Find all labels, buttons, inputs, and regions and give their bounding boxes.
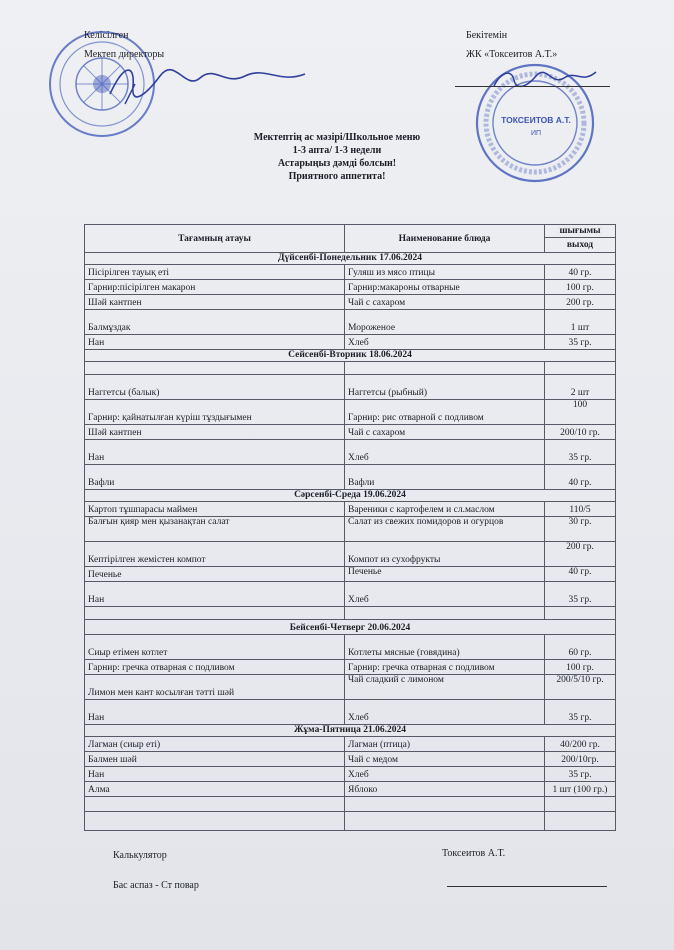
dish-ru: Лагман (птица) [345, 737, 545, 752]
dish-kz: Балмұздак [85, 310, 345, 335]
dish-yield: 35 гр. [545, 440, 616, 465]
dish-yield [545, 797, 616, 812]
dish-kz: Лимон мен кант косылған тәтті шәй [85, 675, 345, 700]
dish-ru: Наггетсы (рыбный) [345, 375, 545, 400]
stamp-name: ТОКСЕИТОВ А.Т. [501, 115, 571, 125]
day-title: Сейсенбі-Вторник 18.06.2024 [85, 350, 616, 362]
day-row-tuesday [85, 350, 616, 362]
dish-yield: 40/200 гр. [545, 737, 616, 752]
table-row [85, 607, 616, 620]
table-row [85, 310, 616, 335]
dish-yield: 35 гр. [545, 582, 616, 607]
school-director-label: Мектеп директоры [84, 49, 165, 60]
table-row [85, 675, 616, 700]
dish-yield: 200 гр. [545, 542, 616, 567]
dish-kz: Гарнир: қайнатылған күріш тұздығымен [85, 400, 345, 425]
table-row [85, 782, 616, 797]
dish-ru: Яблоко [345, 782, 545, 797]
table-row [85, 465, 616, 490]
approve-label: Бекітемін [466, 30, 508, 41]
dish-kz: Лагман (сиыр еті) [85, 737, 345, 752]
dish-yield: 200 гр. [545, 295, 616, 310]
table-row [85, 425, 616, 440]
dish-kz: Нан [85, 440, 345, 465]
calculator-name: Токсеитов А.Т. [442, 848, 506, 859]
dish-ru: Чай сладкий с лимоном [345, 675, 545, 700]
stamp-sub: ИП [530, 130, 542, 137]
dish-kz: Шәй кантпен [85, 295, 345, 310]
table-row [85, 737, 616, 752]
table-row [85, 752, 616, 767]
dish-ru: Салат из свежих помидоров и огурцов [345, 517, 545, 542]
dish-ru: Печенье [345, 567, 545, 582]
col-dish-ru: Наименование блюда [345, 225, 545, 253]
table-header-row [85, 225, 616, 238]
dish-kz: Гарнир: гречка отварная с подливом [85, 660, 345, 675]
approve-signature-line [455, 86, 610, 87]
dish-ru [345, 797, 545, 812]
table-row [85, 567, 616, 582]
dish-yield: 60 гр. [545, 635, 616, 660]
table-row [85, 767, 616, 782]
dish-kz: Балмен шәй [85, 752, 345, 767]
dish-yield: 40 гр. [545, 265, 616, 280]
dish-ru: Котлеты мясные (говядина) [345, 635, 545, 660]
day-row-wednesday [85, 490, 616, 502]
dish-yield: 35 гр. [545, 335, 616, 350]
calculator-label: Калькулятор [113, 850, 167, 861]
dish-ru: Чай с сахаром [345, 295, 545, 310]
agreed-label: Келісілген [84, 30, 129, 41]
dish-kz: Нан [85, 335, 345, 350]
bon-appetit-ru: Приятного аппетита! [288, 171, 386, 182]
dish-kz: Нан [85, 700, 345, 725]
dish-ru: Мороженое [345, 310, 545, 335]
dish-yield: 100 гр. [545, 660, 616, 675]
chef-signature-line [447, 886, 607, 887]
dish-ru: Вареники с картофелем и сл.маслом [345, 502, 545, 517]
dish-kz [85, 362, 345, 375]
dish-ru: Гарнир: рис отварной с подливом [345, 400, 545, 425]
day-title: Жұма-Пятница 21.06.2024 [85, 725, 616, 737]
dish-kz: Вафли [85, 465, 345, 490]
dish-kz: Кептірілген жемістен компот [85, 542, 345, 567]
day-row-monday [85, 253, 616, 265]
table-row [85, 660, 616, 675]
dish-ru: Чай с медом [345, 752, 545, 767]
dish-ru: Гуляш из мясо птицы [345, 265, 545, 280]
signature-right [490, 66, 600, 94]
bon-appetit-kz: Астарыңыз дәмді болсын! [277, 158, 397, 169]
dish-yield [545, 812, 616, 831]
dish-ru: Хлеб [345, 335, 545, 350]
dish-yield: 100 гр. [545, 280, 616, 295]
table-row [85, 375, 616, 400]
dish-kz: Наггетсы (балык) [85, 375, 345, 400]
dish-kz: Нан [85, 767, 345, 782]
dish-yield: 40 гр. [545, 465, 616, 490]
dish-yield [545, 607, 616, 620]
dish-kz: Шәй кантпен [85, 425, 345, 440]
menu-title: Мектептің ас мәзірі/Школьное меню [253, 132, 421, 143]
table-row [85, 797, 616, 812]
day-row-thursday [85, 620, 616, 635]
dish-ru [345, 362, 545, 375]
dish-ru: Хлеб [345, 767, 545, 782]
dish-yield: 200/10гр. [545, 752, 616, 767]
dish-yield: 1 шт (100 гр.) [545, 782, 616, 797]
table-row [85, 335, 616, 350]
dish-yield: 35 гр. [545, 700, 616, 725]
dish-yield: 40 гр. [545, 567, 616, 582]
col-yield-ru: выход [545, 238, 616, 253]
weeks-line: 1-3 апта/ 1-3 недели [292, 145, 382, 156]
dish-ru [345, 607, 545, 620]
dish-yield: 100 [545, 400, 616, 425]
dish-yield: 200/5/10 гр. [545, 675, 616, 700]
dish-kz [85, 607, 345, 620]
dish-ru: Компот из сухофрукты [345, 542, 545, 567]
dish-kz [85, 812, 345, 831]
dish-yield: 1 шт [545, 310, 616, 335]
dish-ru: Чай с сахаром [345, 425, 545, 440]
chef-label: Бас аспаз - Ст повар [113, 880, 199, 891]
dish-ru: Хлеб [345, 700, 545, 725]
table-row [85, 542, 616, 567]
dish-kz: Печенье [85, 567, 345, 582]
table-row [85, 582, 616, 607]
table-row [85, 700, 616, 725]
dish-ru: Гарнир: гречка отварная с подливом [345, 660, 545, 675]
day-title: Дүйсенбі-Понедельник 17.06.2024 [85, 253, 616, 265]
dish-kz: Картоп тұшпарасы маймен [85, 502, 345, 517]
dish-yield: 35 гр. [545, 767, 616, 782]
table-row [85, 812, 616, 831]
signature-left [105, 56, 310, 106]
dish-yield [545, 362, 616, 375]
dish-ru: Хлеб [345, 582, 545, 607]
dish-ru: Хлеб [345, 440, 545, 465]
dish-ru: Вафли [345, 465, 545, 490]
dish-ru: Гарнир:макароны отварные [345, 280, 545, 295]
dish-kz: Балғын қияр мен қызанақтан салат [85, 517, 345, 542]
entrepreneur-label: ЖК «Токсеитов А.Т.» [466, 49, 558, 60]
table-row [85, 280, 616, 295]
dish-kz: Пісірілген тауық еті [85, 265, 345, 280]
dish-kz [85, 797, 345, 812]
day-title: Бейсенбі-Четверг 20.06.2024 [85, 620, 616, 635]
dish-ru [345, 812, 545, 831]
day-row-friday [85, 725, 616, 737]
menu-table [84, 224, 616, 831]
dish-yield: 30 гр. [545, 517, 616, 542]
table-row [85, 517, 616, 542]
table-row [85, 400, 616, 425]
table-row [85, 362, 616, 375]
dish-yield: 110/5 [545, 502, 616, 517]
day-title: Сәрсенбі-Среда 19.06.2024 [85, 490, 616, 502]
table-row [85, 295, 616, 310]
dish-yield: 2 шт [545, 375, 616, 400]
col-yield-kz: шығымы [545, 225, 616, 238]
col-dish-kz: Тағамның атауы [85, 225, 345, 253]
dish-kz: Сиыр етімен котлет [85, 635, 345, 660]
dish-yield: 200/10 гр. [545, 425, 616, 440]
table-row [85, 502, 616, 517]
table-row [85, 440, 616, 465]
table-row [85, 635, 616, 660]
dish-kz: Алма [85, 782, 345, 797]
dish-kz: Гарнир:пісірілген макарон [85, 280, 345, 295]
table-row [85, 265, 616, 280]
dish-kz: Нан [85, 582, 345, 607]
